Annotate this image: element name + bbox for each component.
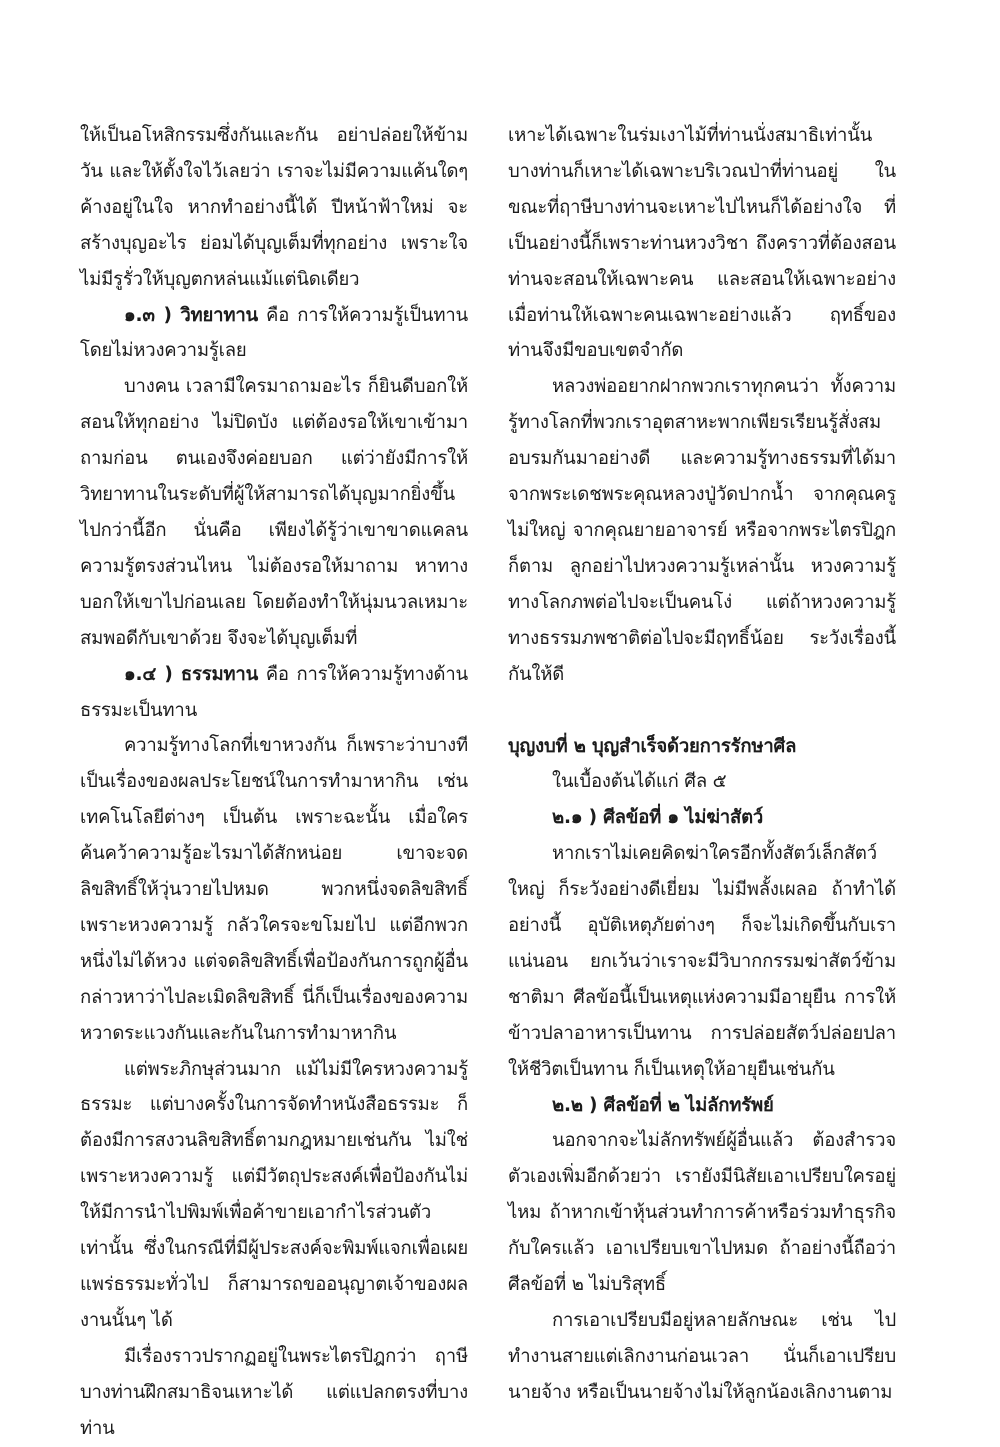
item-heading-2-1	[508, 800, 896, 836]
item-label: ๒.๒ ) ศีลข้อที่ ๒ ไม่ลักทรัพย์	[552, 1094, 774, 1116]
paragraph: มีเรื่องราวปรากฏอยู่ในพระไตรปิฎกว่า ฤาษีบางท่านฝึกสมาธิจนเหาะได้ แต่แปลกตรงที่บางท่าน	[80, 1345, 468, 1439]
right-column	[508, 118, 896, 1411]
paragraph: หลวงพ่ออยากฝากพวกเราทุกคนว่า ทั้งความรู้ทางโลกที่พวกเราอุตสาหะพากเพียรเรียนรู้สั่งสมอบรมกันมาอย่างดี และความรู้ทางธรรมที่ได้มาจากพระเดชพระคุณหลวงปู่วัดปากน้ำ จากคุณครูไม่ใหญ่ จากคุณยายอาจารย์ หรือจากพระไตรปิฎกก็ตาม ลูกอย่าไปหวงความรู้เหล่านั้น หวงความรู้ทางโลกภพต่อไปจะเป็นคนโง่ แต่ถ้าหวงความรู้ทางธรรมภพชาติต่อไปจะมีฤทธิ์น้อย ระวังเรื่องนี้กันให้ดี	[508, 376, 896, 685]
paragraph: บางคน เวลามีใครมาถามอะไร ก็ยินดีบอกให้ สอนให้ทุกอย่าง ไม่ปิดบัง แต่ต้องรอให้เขาเข้ามาถามก่อน ตนเองจึงค่อยบอก แต่ว่ายังมีการให้วิทยาทานในระดับที่ผู้ให้สามารถได้บุญมากยิ่งขึ้นไปกว่านี้อีก นั่นคือ เพียงได้รู้ว่าเขาขาดแคลนความรู้ตรงส่วนไหน ไม่ต้องรอให้มาถาม หาทางบอกให้เขาไปก่อนเลย โดยต้องทำให้นุ่มนวลเหมาะสมพอดีกับเขาด้วย จึงจะได้บุญเต็มที่	[80, 376, 468, 649]
item-heading-1-4	[80, 657, 468, 729]
left-column	[80, 118, 468, 1447]
item-label: ๒.๑ ) ศีลข้อที่ ๑ ไม่ฆ่าสัตว์	[552, 807, 764, 829]
paragraph: การเอาเปรียบมีอยู่หลายลักษณะ เช่น ไปทำงานสายแต่เลิกงานก่อนเวลา นั่นก็เอาเปรียบนายจ้าง หรือเป็นนายจ้างไม่ให้ลูกน้องเลิกงานตาม	[508, 1310, 896, 1403]
section-subtitle: ในเบื้องต้นได้แก่ ศีล ๕	[552, 771, 727, 793]
paragraph: ให้เป็นอโหสิกรรมซึ่งกันและกัน อย่าปล่อยให้ข้ามวัน และให้ตั้งใจไว้เลยว่า เราจะไม่มีความแค้นใดๆ ค้างอยู่ในใจ หากทำอย่างนี้ได้ ปีหน้าฟ้าใหม่ จะสร้างบุญอะไร ย่อมได้บุญเต็มที่ทุกอย่าง เพราะใจไม่มีรูรั่วให้บุญตกหล่นแม้แต่นิดเดียว	[80, 125, 468, 290]
paragraph: เหาะได้เฉพาะในร่มเงาไม้ที่ท่านนั่งสมาธิเท่านั้น บางท่านก็เหาะได้เฉพาะบริเวณป่าที่ท่านอยู่ ในขณะที่ฤาษีบางท่านจะเหาะไปไหนก็ได้อย่างใจ ที่เป็นอย่างนี้ก็เพราะท่านหวงวิชา ถึงคราวที่ต้องสอน ท่านจะสอนให้เฉพาะคน และสอนให้เฉพาะอย่าง เมื่อท่านให้เฉพาะคนเฉพาะอย่างแล้ว ฤทธิ์ของท่านจึงมีขอบเขตจำกัด	[508, 125, 896, 362]
paragraph: ความรู้ทางโลกที่เขาหวงกัน ก็เพราะว่าบางทีเป็นเรื่องของผลประโยชน์ในการทำมาหากิน เช่น เทคโนโลยีต่างๆ เป็นต้น เพราะฉะนั้น เมื่อใครค้นคว้าความรู้อะไรมาได้สักหน่อย เขาจะจดลิขสิทธิ์ให้วุ่นวายไปหมด พวกหนึ่งจดลิขสิทธิ์เพราะหวงความรู้ กลัวใครจะขโมยไป แต่อีกพวกหนึ่งไม่ได้หวง แต่จดลิขสิทธิ์เพื่อป้องกันการถูกผู้อื่นกล่าวหาว่าไปละเมิดลิขสิทธิ์ นี่ก็เป็นเรื่องของความหวาดระแวงกันและกันในการทำมาหากิน	[80, 735, 468, 1044]
item-text: คือ การให้ความรู้เป็นทานโดยไม่หวงความรู้เลย	[80, 304, 468, 362]
paragraph: หากเราไม่เคยคิดฆ่าใครอีกทั้งสัตว์เล็กสัตว์ใหญ่ ก็ระวังอย่างดีเยี่ยม ไม่มีพลั้งเผลอ ถ้าทำได้อย่างนี้ อุบัติเหตุภัยต่างๆ ก็จะไม่เกิดขึ้นกับเราแน่นอน ยกเว้นว่าเราจะมีวิบากกรรมฆ่าสัตว์ข้ามชาติมา ศีลข้อนี้เป็นเหตุแห่งความมีอายุยืน การให้ข้าวปลาอาหารเป็นทาน การปล่อยสัตว์ปล่อยปลาให้ชีวิตเป็นทาน ก็เป็นเหตุให้อายุยืนเช่นกัน	[508, 843, 896, 1080]
item-heading-1-3	[80, 298, 468, 370]
section-title: บุญงบที่ ๒ บุญสำเร็จด้วยการรักษาศีล	[508, 735, 797, 757]
item-text: คือ การให้ความรู้ทางด้านธรรมะเป็นทาน	[80, 663, 468, 721]
item-heading-2-2	[508, 1088, 896, 1124]
item-label: ๑.๓ ) วิทยาทาน	[124, 304, 258, 326]
paragraph: แต่พระภิกษุส่วนมาก แม้ไม่มีใครหวงความรู้ธรรมะ แต่บางครั้งในการจัดทำหนังสือธรรมะ ก็ต้องมีการสงวนลิขสิทธิ์ตามกฎหมายเช่นกัน ไม่ใช่เพราะหวงความรู้ แต่มีวัตถุประสงค์เพื่อป้องกันไม่ให้มีการนำไปพิมพ์เพื่อค้าขายเอากำไรส่วนตัวเท่านั้น ซึ่งในกรณีที่มีผู้ประสงค์จะพิมพ์แจกเพื่อเผยแพร่ธรรมะทั่วไป ก็สามารถขออนุญาตเจ้าของผลงานนั้นๆ ได้	[80, 1058, 468, 1331]
item-label: ๑.๔ ) ธรรมทาน	[124, 663, 259, 685]
paragraph: นอกจากจะไม่ลักทรัพย์ผู้อื่นแล้ว ต้องสำรวจตัวเองเพิ่มอีกด้วยว่า เรายังมีนิสัยเอาเปรียบใครอยู่ไหม ถ้าหากเข้าหุ้นส่วนทำการค้าหรือร่วมทำธุรกิจกับใครแล้ว เอาเปรียบเขาไปหมด ถ้าอย่างนี้ถือว่าศีลข้อที่ ๒ ไม่บริสุทธิ์	[508, 1130, 896, 1296]
